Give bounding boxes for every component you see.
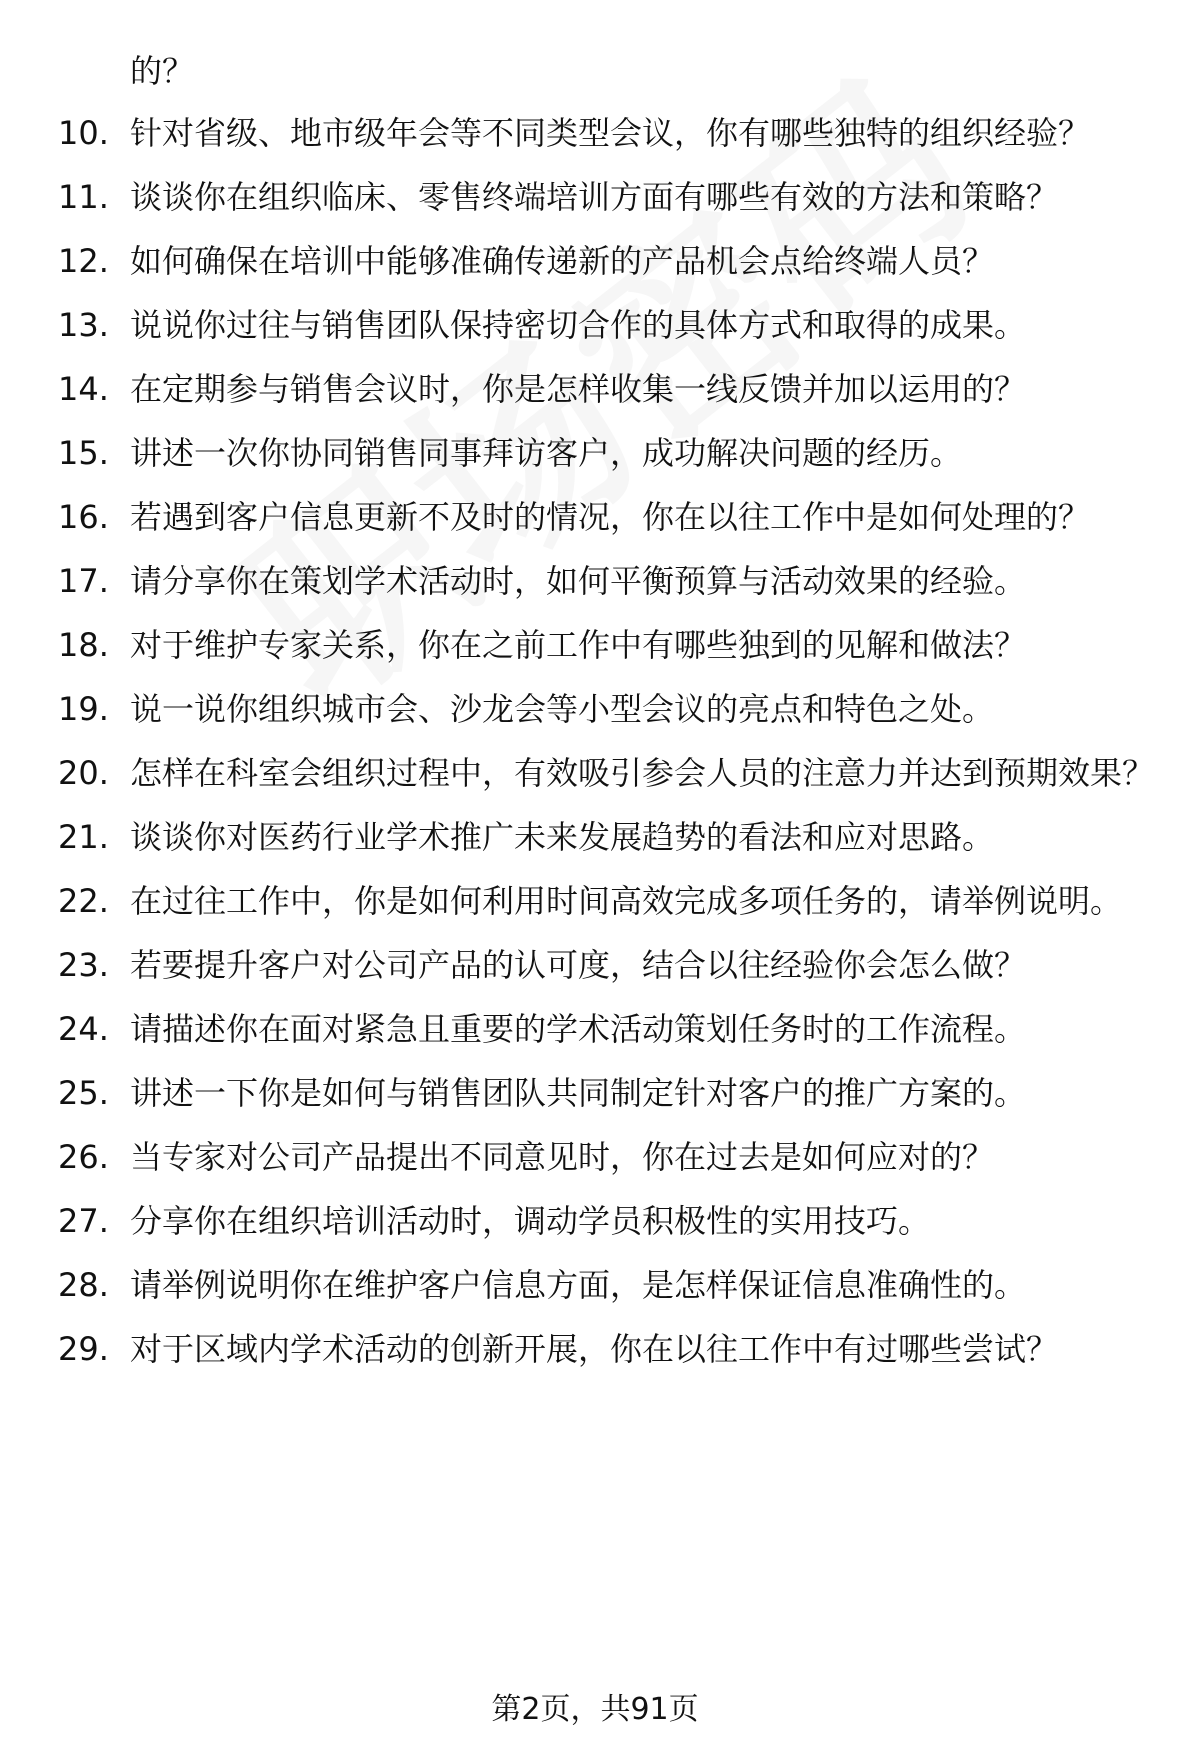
question-text: 对于维护专家关系，你在之前工作中有哪些独到的见解和做法？ [130,626,1027,664]
list-item [58,1072,1158,1114]
question-number: 22. [58,882,109,920]
list-item [58,880,1158,922]
question-text: 请描述你在面对紧急且重要的学术活动策划任务时的工作流程。 [130,1010,1027,1048]
list-item [58,240,1158,282]
question-number: 18. [58,626,109,664]
question-number: 15. [58,434,109,472]
question-text: 在过往工作中，你是如何利用时间高效完成多项任务的，请举例说明。 [130,882,1123,920]
question-number: 24. [58,1010,109,1048]
question-text: 说说你过往与销售团队保持密切合作的具体方式和取得的成果。 [130,306,1027,344]
question-text: 若要提升客户对公司产品的认可度，结合以往经验你会怎么做？ [130,946,1027,984]
list-item [58,816,1158,858]
list-item [58,944,1158,986]
question-text: 怎样在科室会组织过程中，有效吸引参会人员的注意力并达到预期效果？ [130,754,1155,792]
question-number: 28. [58,1266,109,1304]
list-item [58,304,1158,346]
question-text: 请分享你在策划学术活动时，如何平衡预算与活动效果的经验。 [130,562,1027,600]
question-text: 讲述一次你协同销售同事拜访客户，成功解决问题的经历。 [130,434,963,472]
question-number: 19. [58,690,109,728]
continued-question-text: 的？ [130,52,195,90]
list-item [58,432,1158,474]
question-number: 26. [58,1138,109,1176]
question-text: 说一说你组织城市会、沙龙会等小型会议的亮点和特色之处。 [130,690,995,728]
question-list [58,112,1158,1392]
question-number: 14. [58,370,109,408]
list-item [58,752,1158,794]
list-item [58,1008,1158,1050]
question-number: 23. [58,946,109,984]
question-text: 谈谈你对医药行业学术推广未来发展趋势的看法和应对思路。 [130,818,995,856]
question-text: 针对省级、地市级年会等不同类型会议，你有哪些独特的组织经验？ [130,114,1091,152]
list-item [58,112,1158,154]
question-number: 13. [58,306,109,344]
question-text: 谈谈你在组织临床、零售终端培训方面有哪些有效的方法和策略？ [130,178,1059,216]
question-number: 29. [58,1330,109,1368]
question-number: 17. [58,562,109,600]
question-text: 如何确保在培训中能够准确传递新的产品机会点给终端人员？ [130,242,995,280]
list-item [58,688,1158,730]
question-number: 16. [58,498,109,536]
page-footer: 第2页，共91页 [491,1692,699,1727]
question-number: 21. [58,818,109,856]
question-number: 11. [58,178,109,216]
question-number: 10. [58,114,109,152]
list-item [58,1136,1158,1178]
question-text: 在定期参与销售会议时，你是怎样收集一线反馈并加以运用的？ [130,370,1027,408]
question-text: 讲述一下你是如何与销售团队共同制定针对客户的推广方案的。 [130,1074,1027,1112]
list-item [58,560,1158,602]
list-item [58,496,1158,538]
question-text: 若遇到客户信息更新不及时的情况，你在以往工作中是如何处理的？ [130,498,1091,536]
question-number: 27. [58,1202,109,1240]
question-text: 请举例说明你在维护客户信息方面，是怎样保证信息准确性的。 [130,1266,1027,1304]
list-item [58,176,1158,218]
question-text: 对于区域内学术活动的创新开展，你在以往工作中有过哪些尝试？ [130,1330,1059,1368]
question-number: 20. [58,754,109,792]
list-item [58,624,1158,666]
list-item [58,368,1158,410]
question-text: 当专家对公司产品提出不同意见时，你在过去是如何应对的？ [130,1138,995,1176]
list-item [58,1328,1158,1370]
question-number: 25. [58,1074,109,1112]
question-text: 分享你在组织培训活动时，调动学员积极性的实用技巧。 [130,1202,931,1240]
question-number: 12. [58,242,109,280]
list-item [58,1200,1158,1242]
list-item [58,1264,1158,1306]
